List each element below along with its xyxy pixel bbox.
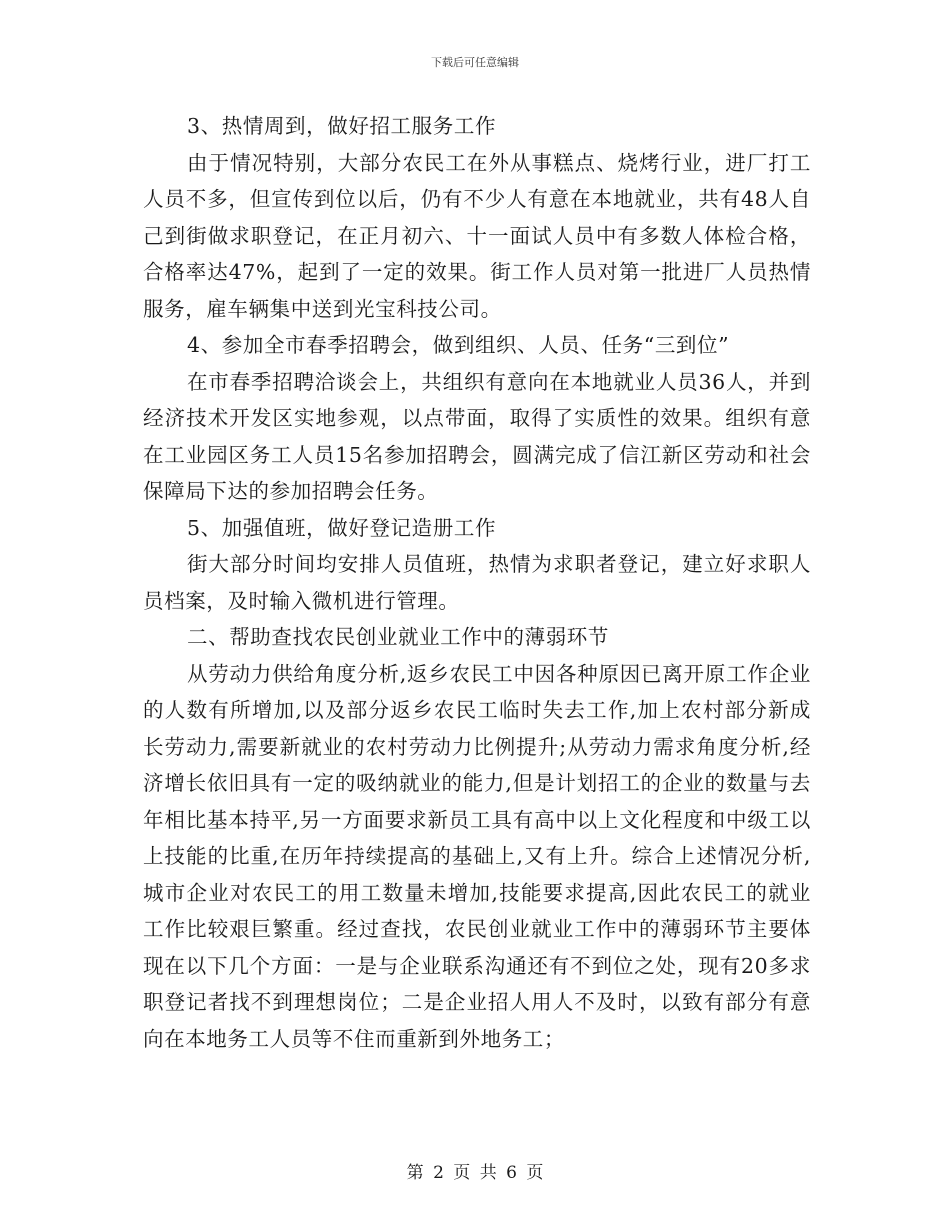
paragraph: 在市春季招聘洽谈会上，共组织有意向在本地就业人员36人，并到经济技术开发区实地参观，以点带面，取得了实质性的效果。组织有意在工业园区务工人员15名参加招聘会，圆满完成了信江新区劳动和社会保障局下达的参加招聘会任务。 — [143, 369, 811, 503]
heading-4: 4、参加全市春季招聘会，做到组织、人员、任务“三到位” — [187, 333, 730, 357]
page-number: 第 2 页 共 6 页 — [406, 1163, 544, 1183]
section-heading-2: 二、帮助查找农民创业就业工作中的薄弱环节 — [187, 625, 609, 649]
heading-5: 5、加强值班，做好登记造册工作 — [187, 515, 497, 540]
document-body — [143, 108, 811, 1057]
paragraph: 街大部分时间均安排人员值班，热情为求职者登记，建立好求职人员档案，及时输入微机进行管理。 — [143, 552, 811, 613]
paragraph: 从劳动力供给角度分析,返乡农民工中因各种原因已离开原工作企业的人数有所增加,以及部分返乡农民工临时失去工作,加上农村部分新成长劳动力,需要新就业的农村劳动力比例提升;从劳动力需求角度分析,经济增长依旧具有一定的吸纳就业的能力,但是计划招工的企业的数量与去年相比基本持平,另一方面要求新员工具有高中以上文化程度和中级工以上技能的比重,在历年持续提高的基础上,又有上升。综合上述情况分析,城市企业对农民工的用工数量未增加,技能要求提高,因此农民工的就业工作比较艰巨繁重。经过查找，农民创业就业工作中的薄弱环节主要体现在以下几个方面：一是与企业联系沟通还有不到位之处，现有20多求职登记者找不到理想岗位；二是企业招人用人不及时，以致有部分有意向在本地务工人员等不住而重新到外地务工； — [143, 661, 811, 1051]
page-header: 下载后可任意编辑 — [431, 56, 519, 69]
paragraph: 由于情况特别，大部分农民工在外从事糕点、烧烤行业，进厂打工人员不多，但宣传到位以后，仍有不少人有意在本地就业，共有48人自己到街做求职登记，在正月初六、十一面试人员中有多数人体检合格，合格率达47%，起到了一定的效果。街工作人员对第一批进厂人员热情服务，雇车辆集中送到光宝科技公司。 — [143, 150, 811, 321]
heading-3: 3、热情周到，做好招工服务工作 — [187, 114, 497, 138]
